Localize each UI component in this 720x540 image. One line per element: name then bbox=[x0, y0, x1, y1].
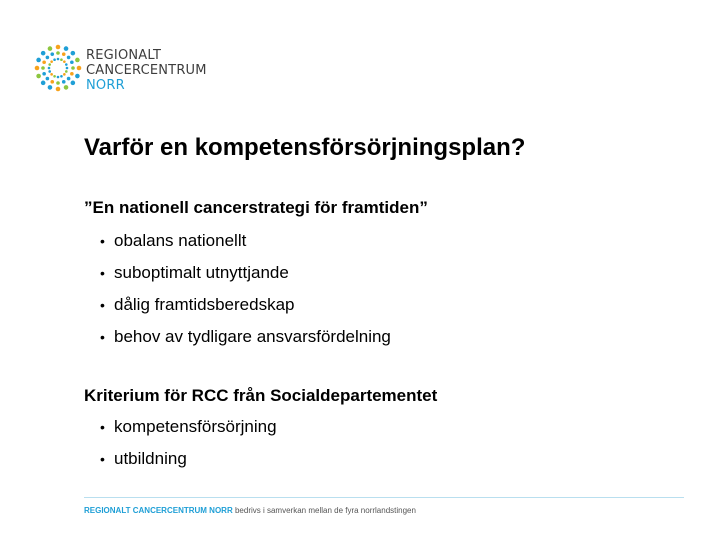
footer-divider bbox=[84, 497, 684, 498]
logo-dot bbox=[48, 63, 51, 66]
logo-dot bbox=[48, 46, 53, 51]
logo-dot bbox=[41, 81, 46, 86]
logo-dot bbox=[48, 67, 51, 70]
criterion-bullet-list bbox=[100, 416, 277, 480]
section-heading-strategy: ”En nationell cancerstrategi för framtiden” bbox=[84, 198, 428, 217]
logo-dot bbox=[36, 58, 41, 63]
logo-dot bbox=[56, 51, 60, 55]
logo-dot bbox=[77, 66, 82, 71]
logo-dot bbox=[46, 77, 50, 81]
logo-dot bbox=[35, 66, 40, 71]
bullet-text: dålig framtidsberedskap bbox=[114, 295, 295, 314]
bullet-text: kompetensförsörjning bbox=[114, 417, 277, 436]
bullet-item bbox=[100, 294, 391, 326]
logo-dot bbox=[57, 58, 60, 61]
logo-dot bbox=[56, 87, 61, 92]
logo-dot bbox=[64, 46, 69, 51]
logo-dot bbox=[41, 51, 46, 56]
logo-dot bbox=[53, 58, 56, 61]
logo-dot bbox=[70, 60, 74, 64]
logo-dot bbox=[65, 63, 68, 66]
bullet-text: suboptimalt utnyttjande bbox=[114, 263, 289, 282]
logo-dot bbox=[63, 73, 66, 76]
bullet-item bbox=[100, 448, 277, 480]
footer bbox=[84, 506, 416, 515]
section-heading-criterion: Kriterium för RCC från Socialdepartementet bbox=[84, 386, 438, 405]
radiating-sun-icon bbox=[30, 40, 86, 96]
strategy-bullet-list bbox=[100, 230, 391, 358]
logo-wordmark bbox=[86, 48, 207, 93]
logo-dot bbox=[48, 85, 53, 90]
logo-dot bbox=[42, 72, 46, 76]
logo-dot bbox=[71, 81, 76, 86]
logo-dot bbox=[50, 52, 54, 56]
bullet-dot-icon: • bbox=[100, 233, 105, 249]
logo-line-1: REGIONALT bbox=[86, 48, 162, 63]
logo-dot bbox=[53, 75, 56, 78]
logo-dot bbox=[70, 72, 74, 76]
logo-dot bbox=[63, 60, 66, 63]
bullet-text: obalans nationellt bbox=[114, 231, 247, 250]
logo-dot bbox=[75, 74, 80, 79]
bullet-item bbox=[100, 262, 391, 294]
bullet-text: utbildning bbox=[114, 449, 187, 468]
bullet-dot-icon: • bbox=[100, 419, 105, 435]
bullet-dot-icon: • bbox=[100, 297, 105, 313]
logo-dot bbox=[50, 60, 53, 63]
logo-dot bbox=[67, 77, 71, 81]
footer-text: bedrivs i samverkan mellan de fyra norrlandstingen bbox=[234, 506, 416, 515]
bullet-item bbox=[100, 416, 277, 448]
bullet-text: behov av tydligare ansvarsfördelning bbox=[114, 327, 391, 346]
logo-dot bbox=[71, 66, 75, 70]
logo-line-3: NORR bbox=[86, 78, 125, 93]
bullet-dot-icon: • bbox=[100, 265, 105, 281]
footer-brand: REGIONALT CANCERCENTRUM NORR bbox=[84, 506, 233, 515]
logo-dot bbox=[65, 70, 68, 73]
logo-dot bbox=[64, 85, 69, 90]
logo-dot bbox=[46, 56, 50, 60]
bullet-item bbox=[100, 326, 391, 358]
logo-dot bbox=[62, 80, 66, 84]
logo-dot bbox=[60, 75, 63, 78]
logo-dot bbox=[56, 45, 61, 50]
bullet-dot-icon: • bbox=[100, 451, 105, 467]
rcc-logo bbox=[30, 40, 207, 100]
logo-line-2: CANCERCENTRUM bbox=[86, 63, 207, 78]
logo-dot bbox=[66, 67, 69, 70]
logo-dot bbox=[50, 80, 54, 84]
logo-dot bbox=[71, 51, 76, 56]
slide-title: Varför en kompetensförsörjningsplan? bbox=[84, 134, 526, 161]
logo-dot bbox=[67, 56, 71, 60]
logo-dot bbox=[42, 60, 46, 64]
logo-dot bbox=[57, 76, 60, 79]
logo-dot bbox=[50, 73, 53, 76]
logo-dot bbox=[60, 58, 63, 61]
bullet-dot-icon: • bbox=[100, 329, 105, 345]
logo-dot bbox=[56, 81, 60, 85]
logo-dot bbox=[41, 66, 45, 70]
logo-dot bbox=[36, 74, 41, 79]
logo-dot bbox=[62, 52, 66, 56]
logo-dot bbox=[75, 58, 80, 63]
logo-dot bbox=[48, 70, 51, 73]
bullet-item bbox=[100, 230, 391, 262]
